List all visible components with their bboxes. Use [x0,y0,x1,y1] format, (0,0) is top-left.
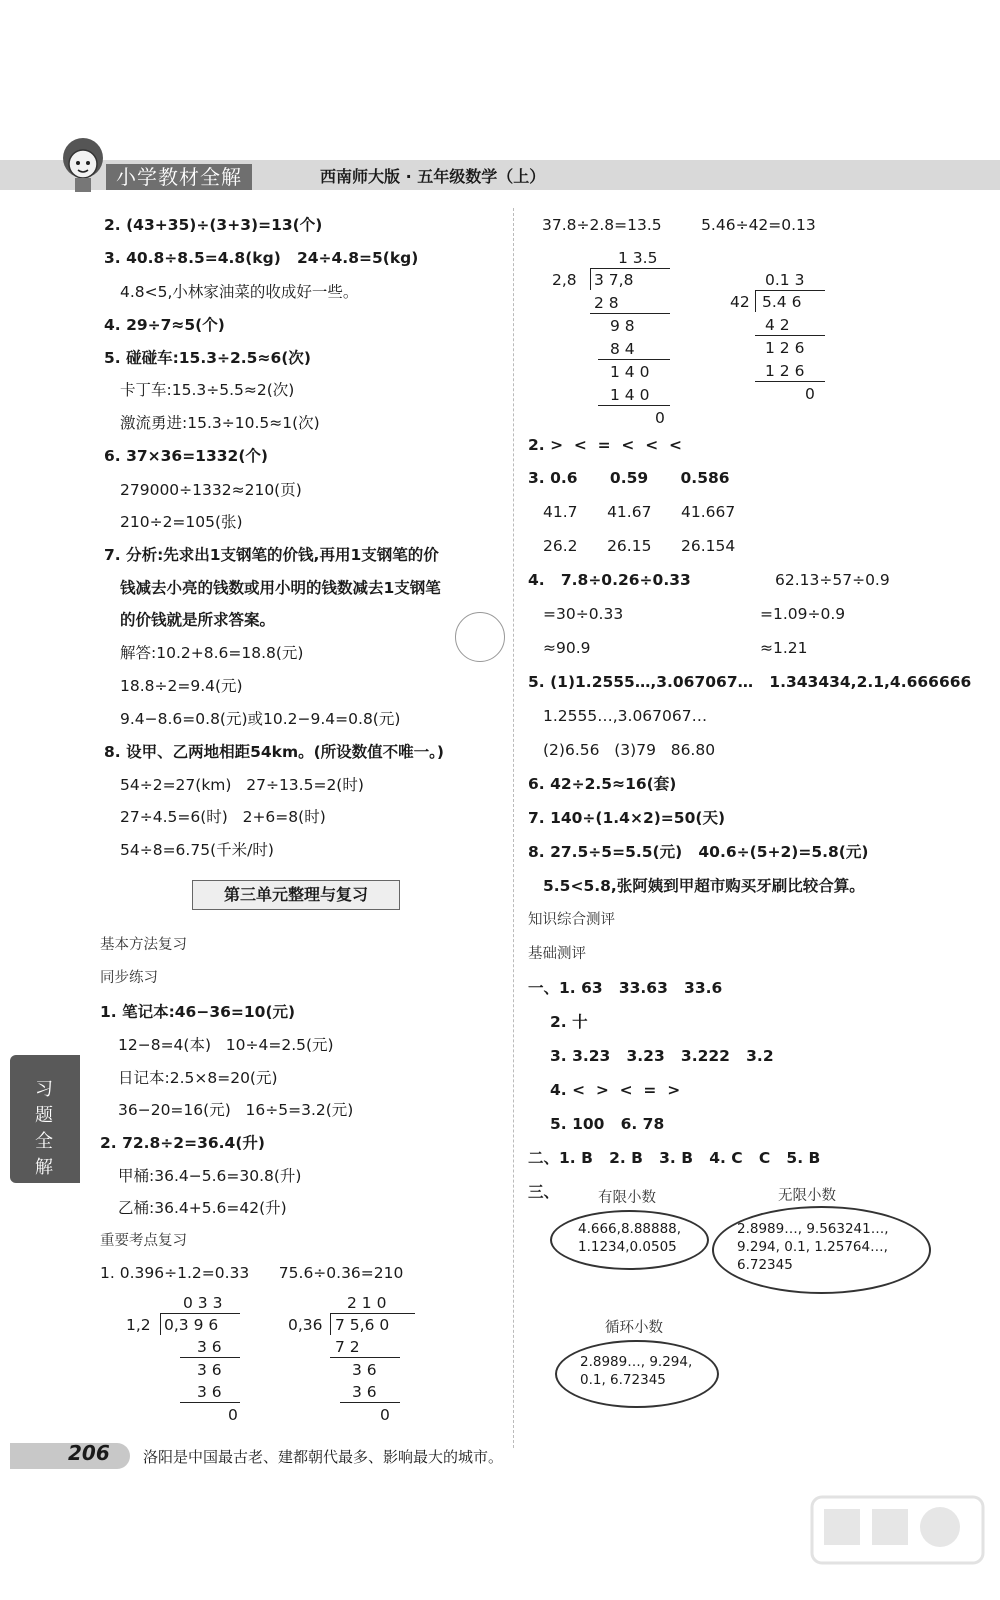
answer-line: 8. 设甲、乙两地相距54km。(所设数值不唯一。) [104,743,445,761]
book-title: 西南师大版 · 五年级数学（上） [320,167,546,186]
answer-line: 日记本:2.5×8=20(元) [118,1069,278,1087]
answer-line: 5.5<5.8,张阿姨到甲超市购买牙刷比较合算。 [543,877,865,895]
stamp-icon [455,612,505,662]
answer-line: 8. 27.5÷5=5.5(元) 40.6÷(5+2)=5.8(元) [528,843,869,861]
subsection-title: 重要考点复习 [100,1233,187,1249]
division-quotient: 0 3 3 [183,1294,223,1312]
division-divisor: 2,8 [552,271,577,289]
division-step: 3 6 [197,1338,222,1356]
column-divider [513,208,514,1448]
division-rule [755,381,825,382]
division-step: 1 4 0 [610,363,650,381]
answer-line: 41.7 41.67 41.667 [543,503,736,521]
side-tab-label: 习题全解 [35,1079,53,1178]
division-dividend: 5.4 6 [762,293,802,311]
side-tab [10,1055,80,1183]
answer-line: 27÷4.5=6(时) 2+6=8(时) [120,808,326,826]
answer-line: 7. 分析:先求出1支钢笔的价钱,再用1支钢笔的价 [104,546,439,564]
answer-line: 4.8<5,小林家油菜的收成好一些。 [120,283,359,301]
answer-line: 6. 42÷2.5≈16(套) [528,775,677,793]
division-rule [755,335,825,336]
division-step: 1 2 6 [765,362,805,380]
division-bar [590,268,670,269]
subsection-title: 基本方法复习 [100,937,187,953]
division-step: 3 6 [352,1361,377,1379]
division-rule [340,1402,400,1403]
division-rule [598,359,670,360]
division-dividend: 7 5,6 0 [335,1316,390,1334]
division-divisor: 0,36 [288,1316,323,1334]
division-bracket [755,290,756,312]
page-number: 206 [68,1441,110,1465]
division-quotient: 2 1 0 [347,1294,387,1312]
subsection-title: 同步练习 [100,970,158,986]
oval-title-recurring: 循环小数 [605,1320,663,1336]
oval-body-finite: 4.666,8.88888, 1.1234,0.0505 [578,1221,682,1255]
division-rule [180,1357,240,1358]
division-divisor: 1,2 [126,1316,151,1334]
division-rule [180,1402,240,1403]
answer-line: ≈90.9 [543,639,591,657]
answer-line: 钱减去小亮的钱数或用小明的钱数减去1支钢笔 [120,579,441,597]
division-remainder: 0 [228,1406,238,1424]
division-dividend: 3 7,8 [594,271,634,289]
answer-line: 2. (43+35)÷(3+3)=13(个) [104,216,323,234]
division-bracket [330,1313,331,1335]
watermark-logo-icon [810,1495,985,1565]
answer-line: 3. 3.23 3.23 3.222 3.2 [550,1047,774,1065]
brand-title: 小学教材全解 [106,164,252,190]
answer-line: 62.13÷57÷0.9 [775,571,890,589]
answer-line: 26.2 26.15 26.154 [543,537,736,555]
answer-line: 三、 [528,1183,560,1201]
answer-line: 5. (1)1.2555…,3.067067… 1.343434,2.1,4.666666 [528,673,972,691]
division-bracket [590,268,591,290]
answer-line: 9.4−8.6=0.8(元)或10.2−9.4=0.8(元) [120,710,401,728]
oval-title-infinite: 无限小数 [778,1188,836,1204]
division-bar [755,290,825,291]
division-step: 4 2 [765,316,790,334]
answer-line: 1.2555…,3.067067… [543,707,708,725]
oval-body-recurring: 2.8989…, 9.294, 0.1, 6.72345 [580,1354,693,1388]
answer-line: 37.8÷2.8=13.5 5.46÷42=0.13 [542,216,816,234]
answer-line: 54÷2=27(km) 27÷13.5=2(时) [120,776,364,794]
division-step: 9 8 [610,317,635,335]
answer-line: 4. 29÷7≈5(个) [104,316,225,334]
answer-line: 7. 140÷(1.4×2)=50(天) [528,809,726,827]
section-title: 第三单元整理与复习 [192,880,400,910]
division-remainder: 0 [805,385,815,403]
answer-line: 解答:10.2+8.6=18.8(元) [120,644,304,662]
division-remainder: 0 [380,1406,390,1424]
answer-line: =30÷0.33 [543,605,624,623]
division-step: 3 6 [352,1383,377,1401]
answer-line: 4. < > < = > [550,1081,681,1099]
division-remainder: 0 [655,409,665,427]
answer-line: (2)6.56 (3)79 86.80 [543,741,716,759]
answer-line: 3. 0.6 0.59 0.586 [528,469,730,487]
division-step: 2 8 [594,294,619,312]
answer-line: 1. 笔记本:46−36=10(元) [100,1003,296,1021]
mascot-icon [54,136,112,194]
answer-line: 5. 100 6. 78 [550,1115,665,1133]
division-rule [590,313,670,314]
answer-line: 12−8=4(本) 10÷4=2.5(元) [118,1036,334,1054]
answer-line: 54÷8=6.75(千米/时) [120,841,274,859]
answer-line: 的价钱就是所求答案。 [120,611,276,629]
division-bracket [160,1313,161,1335]
subsection-title: 知识综合测评 [528,912,615,928]
division-step: 3 6 [197,1383,222,1401]
division-step: 7 2 [335,1338,360,1356]
subsection-title: 基础测评 [528,946,586,962]
answer-line: 乙桶:36.4+5.6=42(升) [118,1199,287,1217]
division-step: 1 4 0 [610,386,650,404]
answer-line: 1. 0.396÷1.2=0.33 75.6÷0.36=210 [100,1264,404,1282]
answer-line: ≈1.21 [760,639,808,657]
oval-body-infinite: 2.8989…, 9.563241…, 9.294, 0.1, 1.25764…, 6.72345 [737,1221,889,1273]
answer-line: 激流勇进:15.3÷10.5≈1(次) [120,414,320,432]
answer-line: 4. 7.8÷0.26÷0.33 [528,571,691,589]
answer-line: =1.09÷0.9 [760,605,846,623]
answer-line: 279000÷1332≈210(页) [120,481,302,499]
answer-line: 2. 72.8÷2=36.4(升) [100,1134,265,1152]
answer-line: 一、1. 63 33.63 33.6 [528,979,723,997]
footer-note: 洛阳是中国最古老、建都朝代最多、影响最大的城市。 [143,1448,504,1466]
page-header [0,150,1000,194]
oval-title-finite: 有限小数 [598,1190,656,1206]
answer-line: 18.8÷2=9.4(元) [120,677,243,695]
division-step: 1 2 6 [765,339,805,357]
division-step: 8 4 [610,340,635,358]
division-rule [598,405,670,406]
answer-line: 卡丁车:15.3÷5.5≈2(次) [120,381,295,399]
answer-line: 210÷2=105(张) [120,513,243,531]
division-step: 3 6 [197,1361,222,1379]
answer-line: 2. 十 [550,1013,588,1031]
answer-line: 5. 碰碰车:15.3÷2.5≈6(次) [104,349,311,367]
answer-line: 3. 40.8÷8.5=4.8(kg) 24÷4.8=5(kg) [104,249,419,267]
division-bar [160,1313,240,1314]
division-dividend: 0,3 9 6 [164,1316,219,1334]
answer-line: 甲桶:36.4−5.6=30.8(升) [118,1167,302,1185]
answer-line: 2. > < = < < < [528,436,682,454]
answer-line: 36−20=16(元) 16÷5=3.2(元) [118,1101,354,1119]
answer-line: 6. 37×36=1332(个) [104,447,268,465]
division-bar [330,1313,415,1314]
division-divisor: 42 [730,293,750,311]
division-rule [330,1357,400,1358]
answer-line: 二、1. B 2. B 3. B 4. C C 5. B [528,1149,821,1167]
division-quotient: 1 3.5 [618,249,658,267]
division-quotient: 0.1 3 [765,271,805,289]
